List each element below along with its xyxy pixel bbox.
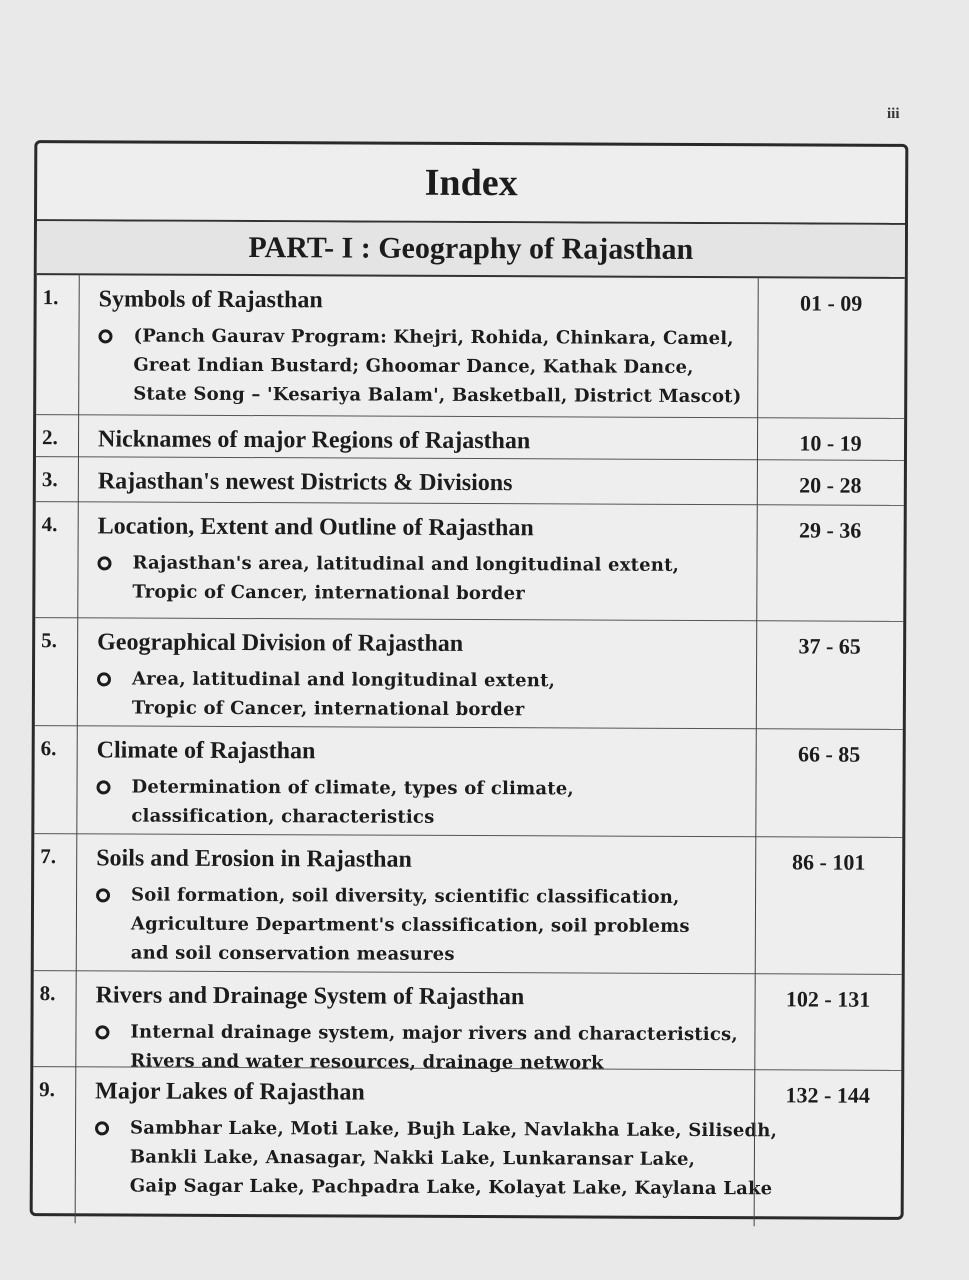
chapter-title: Location, Extent and Outline of Rajasthan — [97, 513, 534, 542]
chapter-content — [78, 457, 757, 506]
topic-line: classification, characteristics — [131, 805, 435, 828]
chapter-title: Climate of Rajasthan — [96, 737, 316, 765]
chapter-topics — [97, 664, 742, 725]
topic-line: Soil formation, soil diversity, scientific classification, — [131, 884, 680, 908]
topic-line: Sambhar Lake, Moti Lake, Bujh Lake, Navlakha Lake, Silisedh, — [129, 1117, 778, 1142]
topic-line: (Panch Gaurav Program: Khejri, Rohida, Chinkara, Camel, — [133, 325, 734, 350]
circle-bullet-icon — [96, 880, 131, 967]
chapter-title: Geographical Division of Rajasthan — [97, 629, 464, 657]
chapter-row — [33, 971, 901, 1074]
chapter-title: Soils and Erosion in Rajasthan — [96, 845, 412, 873]
chapter-number: 2. — [42, 425, 58, 450]
circle-bullet-icon — [97, 548, 132, 606]
chapter-title: Symbols of Rajasthan — [98, 286, 323, 314]
circle-bullet-icon — [96, 772, 131, 830]
chapter-content — [76, 726, 755, 839]
page-range: 10 - 19 — [799, 430, 862, 456]
topic-line: Tropic of Cancer, international border — [132, 581, 526, 605]
chapter-topics — [97, 548, 742, 609]
circle-bullet-icon — [98, 321, 133, 408]
topic-line: State Song – 'Kesariya Balam', Basketball, District Mascot) — [133, 383, 742, 408]
part-heading: PART- I : Geography of Rajasthan — [37, 221, 905, 279]
chapter-title: Rajasthan's newest Districts & Divisions — [97, 468, 513, 497]
chapter-list — [33, 275, 905, 1227]
page-range: 20 - 28 — [799, 472, 862, 498]
chapter-number: 7. — [40, 844, 57, 869]
page-range: 01 - 09 — [799, 290, 863, 316]
topic-line: Rivers and water resources, drainage network — [130, 1050, 604, 1074]
chapter-topics — [95, 1113, 778, 1203]
page-number: iii — [887, 106, 900, 122]
chapter-topics — [96, 880, 741, 970]
topic-line: Bankli Lake, Anasagar, Nakki Lake, Lunkaransar Lake, — [129, 1146, 696, 1170]
topic-line: Gaip Sagar Lake, Pachpadra Lake, Kolayat Lake, Kaylana Lake — [129, 1175, 773, 1200]
chapter-row — [36, 415, 904, 461]
chapter-number: 5. — [41, 628, 57, 653]
index-table — [30, 140, 909, 1220]
chapter-row — [33, 1067, 902, 1227]
index-title: Index — [37, 143, 905, 225]
topic-line: Agriculture Department's classification, soil problems — [130, 913, 690, 937]
topic-line: Internal drainage system, major rivers and characteristics, — [130, 1021, 738, 1046]
chapter-topics — [96, 772, 741, 833]
page-range: 66 - 85 — [797, 741, 861, 767]
topic-line: Great Indian Bustard; Ghoomar Dance, Kathak Dance, — [133, 354, 694, 378]
chapter-row — [35, 502, 903, 622]
chapter-row — [36, 457, 904, 506]
circle-bullet-icon — [97, 664, 132, 722]
page-range: 86 - 101 — [791, 849, 866, 875]
chapter-content — [76, 834, 756, 976]
topic-line: Area, latitudinal and longitudinal extent, — [131, 668, 556, 692]
chapter-number: 8. — [39, 981, 56, 1006]
page-range: 37 - 65 — [798, 633, 861, 659]
chapter-number: 4. — [41, 512, 58, 537]
chapter-content — [77, 502, 756, 620]
chapter-content — [78, 275, 758, 417]
chapter-number: 9. — [39, 1077, 56, 1102]
topic-line: and soil conservation measures — [130, 942, 455, 965]
chapter-title: Nicknames of major Regions of Rajasthan — [97, 426, 531, 455]
topic-line: Tropic of Cancer, international border — [131, 697, 525, 721]
chapter-title: Rivers and Drainage System of Rajasthan — [95, 982, 525, 1011]
page-range: 132 - 144 — [785, 1082, 870, 1108]
chapter-number: 6. — [40, 736, 57, 761]
chapter-row — [36, 275, 905, 419]
topic-line: Rajasthan's area, latitudinal and longitudinal extent, — [132, 552, 680, 576]
circle-bullet-icon — [95, 1113, 130, 1200]
chapter-number: 1. — [42, 285, 59, 310]
chapter-number: 3. — [41, 467, 58, 492]
chapter-content — [75, 1067, 778, 1226]
topic-line: Determination of climate, types of climate, — [131, 776, 574, 800]
chapter-title: Major Lakes of Rajasthan — [95, 1078, 365, 1106]
chapter-row — [34, 726, 902, 838]
page-range: 102 - 131 — [785, 986, 871, 1012]
chapter-content — [77, 618, 756, 731]
page-range: 29 - 36 — [798, 517, 862, 543]
chapter-row — [34, 834, 903, 975]
chapter-topics — [98, 321, 743, 411]
chapter-row — [35, 618, 903, 730]
